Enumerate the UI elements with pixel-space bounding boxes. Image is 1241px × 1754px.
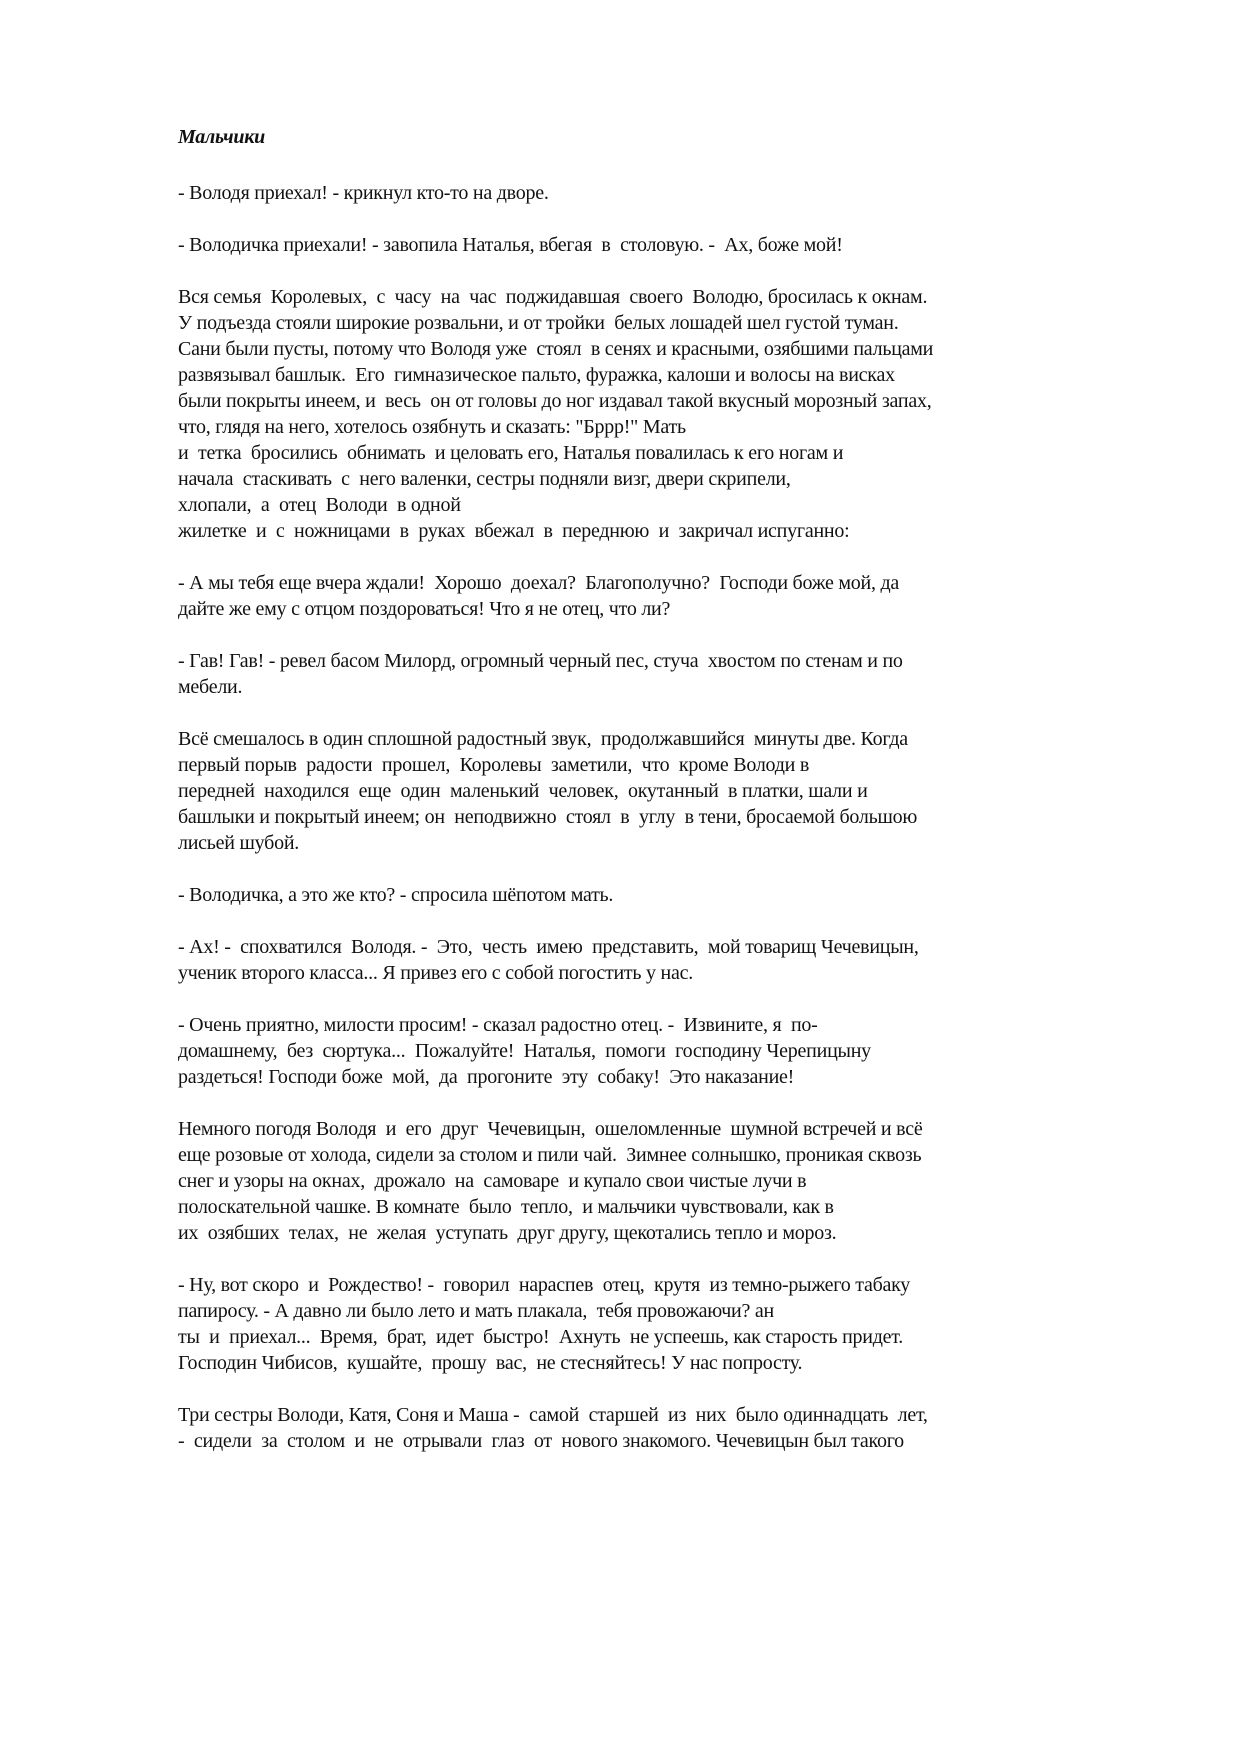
text-line: жилетке и с ножницами в руках вбежал в переднюю и закричал испуганно:	[178, 520, 850, 542]
paragraph	[178, 1402, 1178, 1454]
paragraph	[178, 1272, 1178, 1376]
paragraph	[178, 726, 1178, 856]
text-line: еще розовые от холода, сидели за столом и пили чай. Зимнее солнышко, проникая сквозь	[178, 1144, 922, 1166]
text-line: Немного погодя Володя и его друг Чечевицын, ошеломленные шумной встречей и всё	[178, 1118, 923, 1140]
text-line: У подъезда стояли широкие розвальни, и от тройки белых лошадей шел густой туман.	[178, 312, 899, 334]
text-line: - Ах! - спохватился Володя. - Это, честь имею представить, мой товарищ Чечевицын,	[178, 936, 919, 958]
text-line: ученик второго класса... Я привез его с собой погостить у нас.	[178, 962, 693, 984]
paragraph	[178, 882, 1178, 908]
text-line: дайте же ему с отцом поздороваться! Что я не отец, что ли?	[178, 598, 671, 620]
text-line: Сани были пусты, потому что Володя уже стоял в сенях и красными, озябшими пальцами	[178, 338, 934, 360]
text-line: что, глядя на него, хотелось озябнуть и сказать: "Бррр!" Мать	[178, 416, 686, 438]
text-line: Всё смешалось в один сплошной радостный звук, продолжавшийся минуты две. Когда	[178, 728, 908, 750]
document-page	[178, 124, 1178, 1480]
text-line: домашнему, без сюртука... Пожалуйте! Наталья, помоги господину Черепицыну	[178, 1040, 871, 1062]
text-line: - Володя приехал! - крикнул кто-то на дворе.	[178, 182, 549, 204]
paragraph	[178, 648, 1178, 700]
text-line: передней находился еще один маленький человек, окутанный в платки, шали и	[178, 780, 868, 802]
text-line: снег и узоры на окнах, дрожало на самоваре и купало свои чистые лучи в	[178, 1170, 807, 1192]
text-line: раздеться! Господи боже мой, да прогоните эту собаку! Это наказание!	[178, 1066, 795, 1088]
text-line: Три сестры Володи, Катя, Соня и Маша - самой старшей из них было одиннадцать лет,	[178, 1404, 928, 1426]
text-line: лисьей шубой.	[178, 832, 300, 854]
text-line: - Володичка, а это же кто? - спросила шёпотом мать.	[178, 884, 614, 906]
paragraph	[178, 934, 1178, 986]
text-line: Господин Чибисов, кушайте, прошу вас, не стесняйтесь! У нас попросту.	[178, 1352, 803, 1374]
text-line: ты и приехал... Время, брат, идет быстро! Ахнуть не успеешь, как старость придет.	[178, 1326, 904, 1348]
document-title: Мальчики	[178, 126, 266, 148]
text-line: были покрыты инеем, и весь он от головы до ног издавал такой вкусный морозный запах,	[178, 390, 932, 412]
text-line: первый порыв радости прошел, Королевы заметили, что кроме Володи в	[178, 754, 810, 776]
text-line: мебели.	[178, 676, 243, 698]
text-line: хлопали, а отец Володи в одной	[178, 494, 461, 516]
text-line: начала стаскивать с него валенки, сестры подняли визг, двери скрипели,	[178, 468, 791, 490]
text-line: и тетка бросились обнимать и целовать его, Наталья повалилась к его ногам и	[178, 442, 844, 464]
text-line: их озябших телах, не желая уступать друг другу, щекотались тепло и мороз.	[178, 1222, 837, 1244]
text-line: - Ну, вот скоро и Рождество! - говорил нараспев отец, крутя из темно-рыжего табаку	[178, 1274, 911, 1296]
document-body	[178, 180, 1178, 1454]
paragraph	[178, 570, 1178, 622]
text-line: развязывал башлык. Его гимназическое пальто, фуражка, калоши и волосы на висках	[178, 364, 895, 386]
text-line: - Гав! Гав! - ревел басом Милорд, огромный черный пес, стуча хвостом по стенам и по	[178, 650, 903, 672]
text-line: Вся семья Королевых, с часу на час поджидавшая своего Володю, бросилась к окнам.	[178, 286, 928, 308]
paragraph	[178, 1012, 1178, 1090]
paragraph	[178, 284, 1178, 544]
paragraph	[178, 1116, 1178, 1246]
text-line: - Очень приятно, милости просим! - сказал радостно отец. - Извините, я по-	[178, 1014, 818, 1036]
text-line: - Володичка приехали! - завопила Наталья, вбегая в столовую. - Ах, боже мой!	[178, 234, 843, 256]
paragraph	[178, 232, 1178, 258]
text-line: - А мы тебя еще вчера ждали! Хорошо доехал? Благополучно? Господи боже мой, да	[178, 572, 900, 594]
text-line: полоскательной чашке. В комнате было тепло, и мальчики чувствовали, как в	[178, 1196, 834, 1218]
text-line: папиросу. - А давно ли было лето и мать плакала, тебя провожаючи? ан	[178, 1300, 774, 1322]
paragraph	[178, 180, 1178, 206]
text-line: - сидели за столом и не отрывали глаз от нового знакомого. Чечевицын был такого	[178, 1430, 904, 1452]
text-line: башлыки и покрытый инеем; он неподвижно стоял в углу в тени, бросаемой большою	[178, 806, 918, 828]
